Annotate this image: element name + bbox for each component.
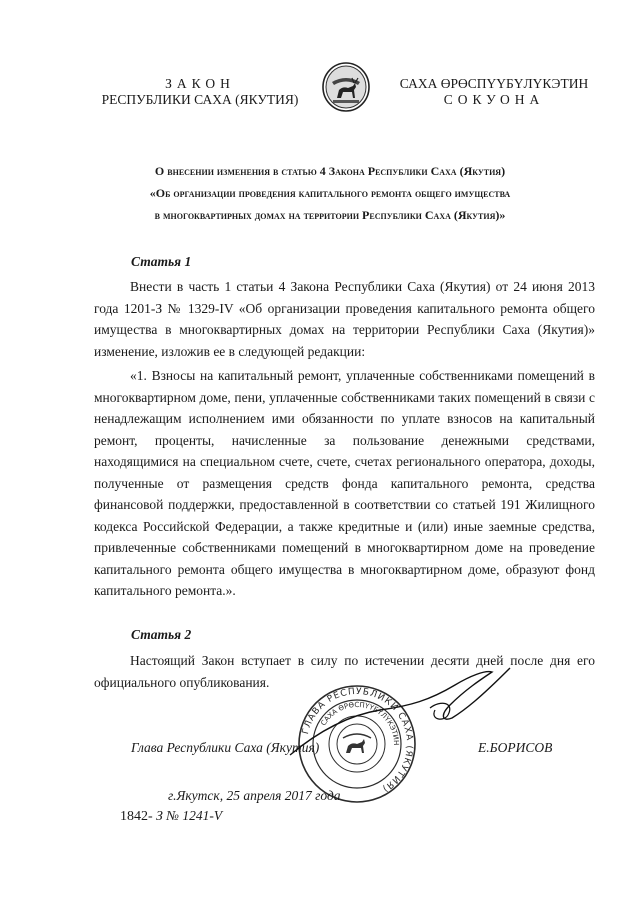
registration-prefix: 1842- (120, 809, 153, 824)
article-2-heading: Статья 2 (131, 627, 192, 642)
republic-name: РЕСПУБЛИКИ САХА (ЯКУТИЯ) (101, 92, 299, 107)
svg-text:САХА ӨРӨСПҮҮБҮЛҮКЭТИН: САХА ӨРӨСПҮҮБҮЛҮКЭТИН (319, 700, 401, 746)
header-left (80, 76, 320, 108)
header-right (376, 76, 612, 108)
republic-name-sakha: САХА ӨРӨСПҮҮБҮЛҮКЭТИН (399, 76, 589, 91)
place-and-date: г.Якутск, 25 апреля 2017 года (168, 788, 341, 803)
article-1-quoted-text: «1. Взносы на капитальный ремонт, уплаченные собственниками помещений в многоквартирном доме, пени, уплаченные собственниками таких помещений в связи с ненадлежащим исполнением ими обязанности по уплате взносов на капитальный ремонт, проценты, начисленные за пользование денежными средствами, находящимися на специальном счете, счете, счетах регионального оператора, доходы, полученные от размещения средств фонда капитального ремонта, средства финансовой поддержки, предоставленной в соответствии со статьей 191 Жилищного кодекса Российской Федерации, а также кредитные и (или) иные заемные средства, привлеченные собственниками помещений в многоквартирном доме на проведение капитального ремонта общего имущества в многоквартирном доме, образуют фонд капитального ремонта.». (94, 368, 595, 598)
signatory-name: Е.БОРИСОВ (478, 740, 553, 755)
title-line: в многоквартирных домах на территории Республики Саха (Якутия)» (154, 208, 506, 222)
article-2-paragraph: Настоящий Закон вступает в силу по истечении десяти дней после дня его официального опубликования. (94, 653, 595, 690)
law-label: ЗАКОН (165, 76, 235, 91)
title-line: «Об организации проведения капитального ремонта общего имущества (149, 186, 511, 200)
registration-number (120, 808, 222, 825)
article-1-paragraph: Внести в часть 1 статьи 4 Закона Республики Саха (Якутия) от 24 июня 2013 года 1201-З № 1329-IV «Об организации проведения капитального ремонта общего имущества в многоквартирных домах на территории Республики Саха (Якутия)» изменение, изложив ее в следующей редакции: (94, 279, 595, 359)
title-line: О внесении изменения в статью 4 Закона Республики Саха (Якутия) (154, 164, 506, 178)
law-label-sakha: СОКУОНА (443, 92, 545, 107)
document-title (60, 160, 600, 226)
law-number: З № 1241-V (156, 808, 223, 823)
svg-text:ГЛАВА РЕСПУБЛИКИ САХА (ЯКУТИЯ): ГЛАВА РЕСПУБЛИКИ САХА (ЯКУТИЯ) (300, 686, 415, 794)
article-1-heading: Статья 1 (131, 254, 192, 269)
emblem-icon (321, 62, 371, 112)
signatory-role: Глава Республики Саха (Якутия) (131, 740, 320, 755)
